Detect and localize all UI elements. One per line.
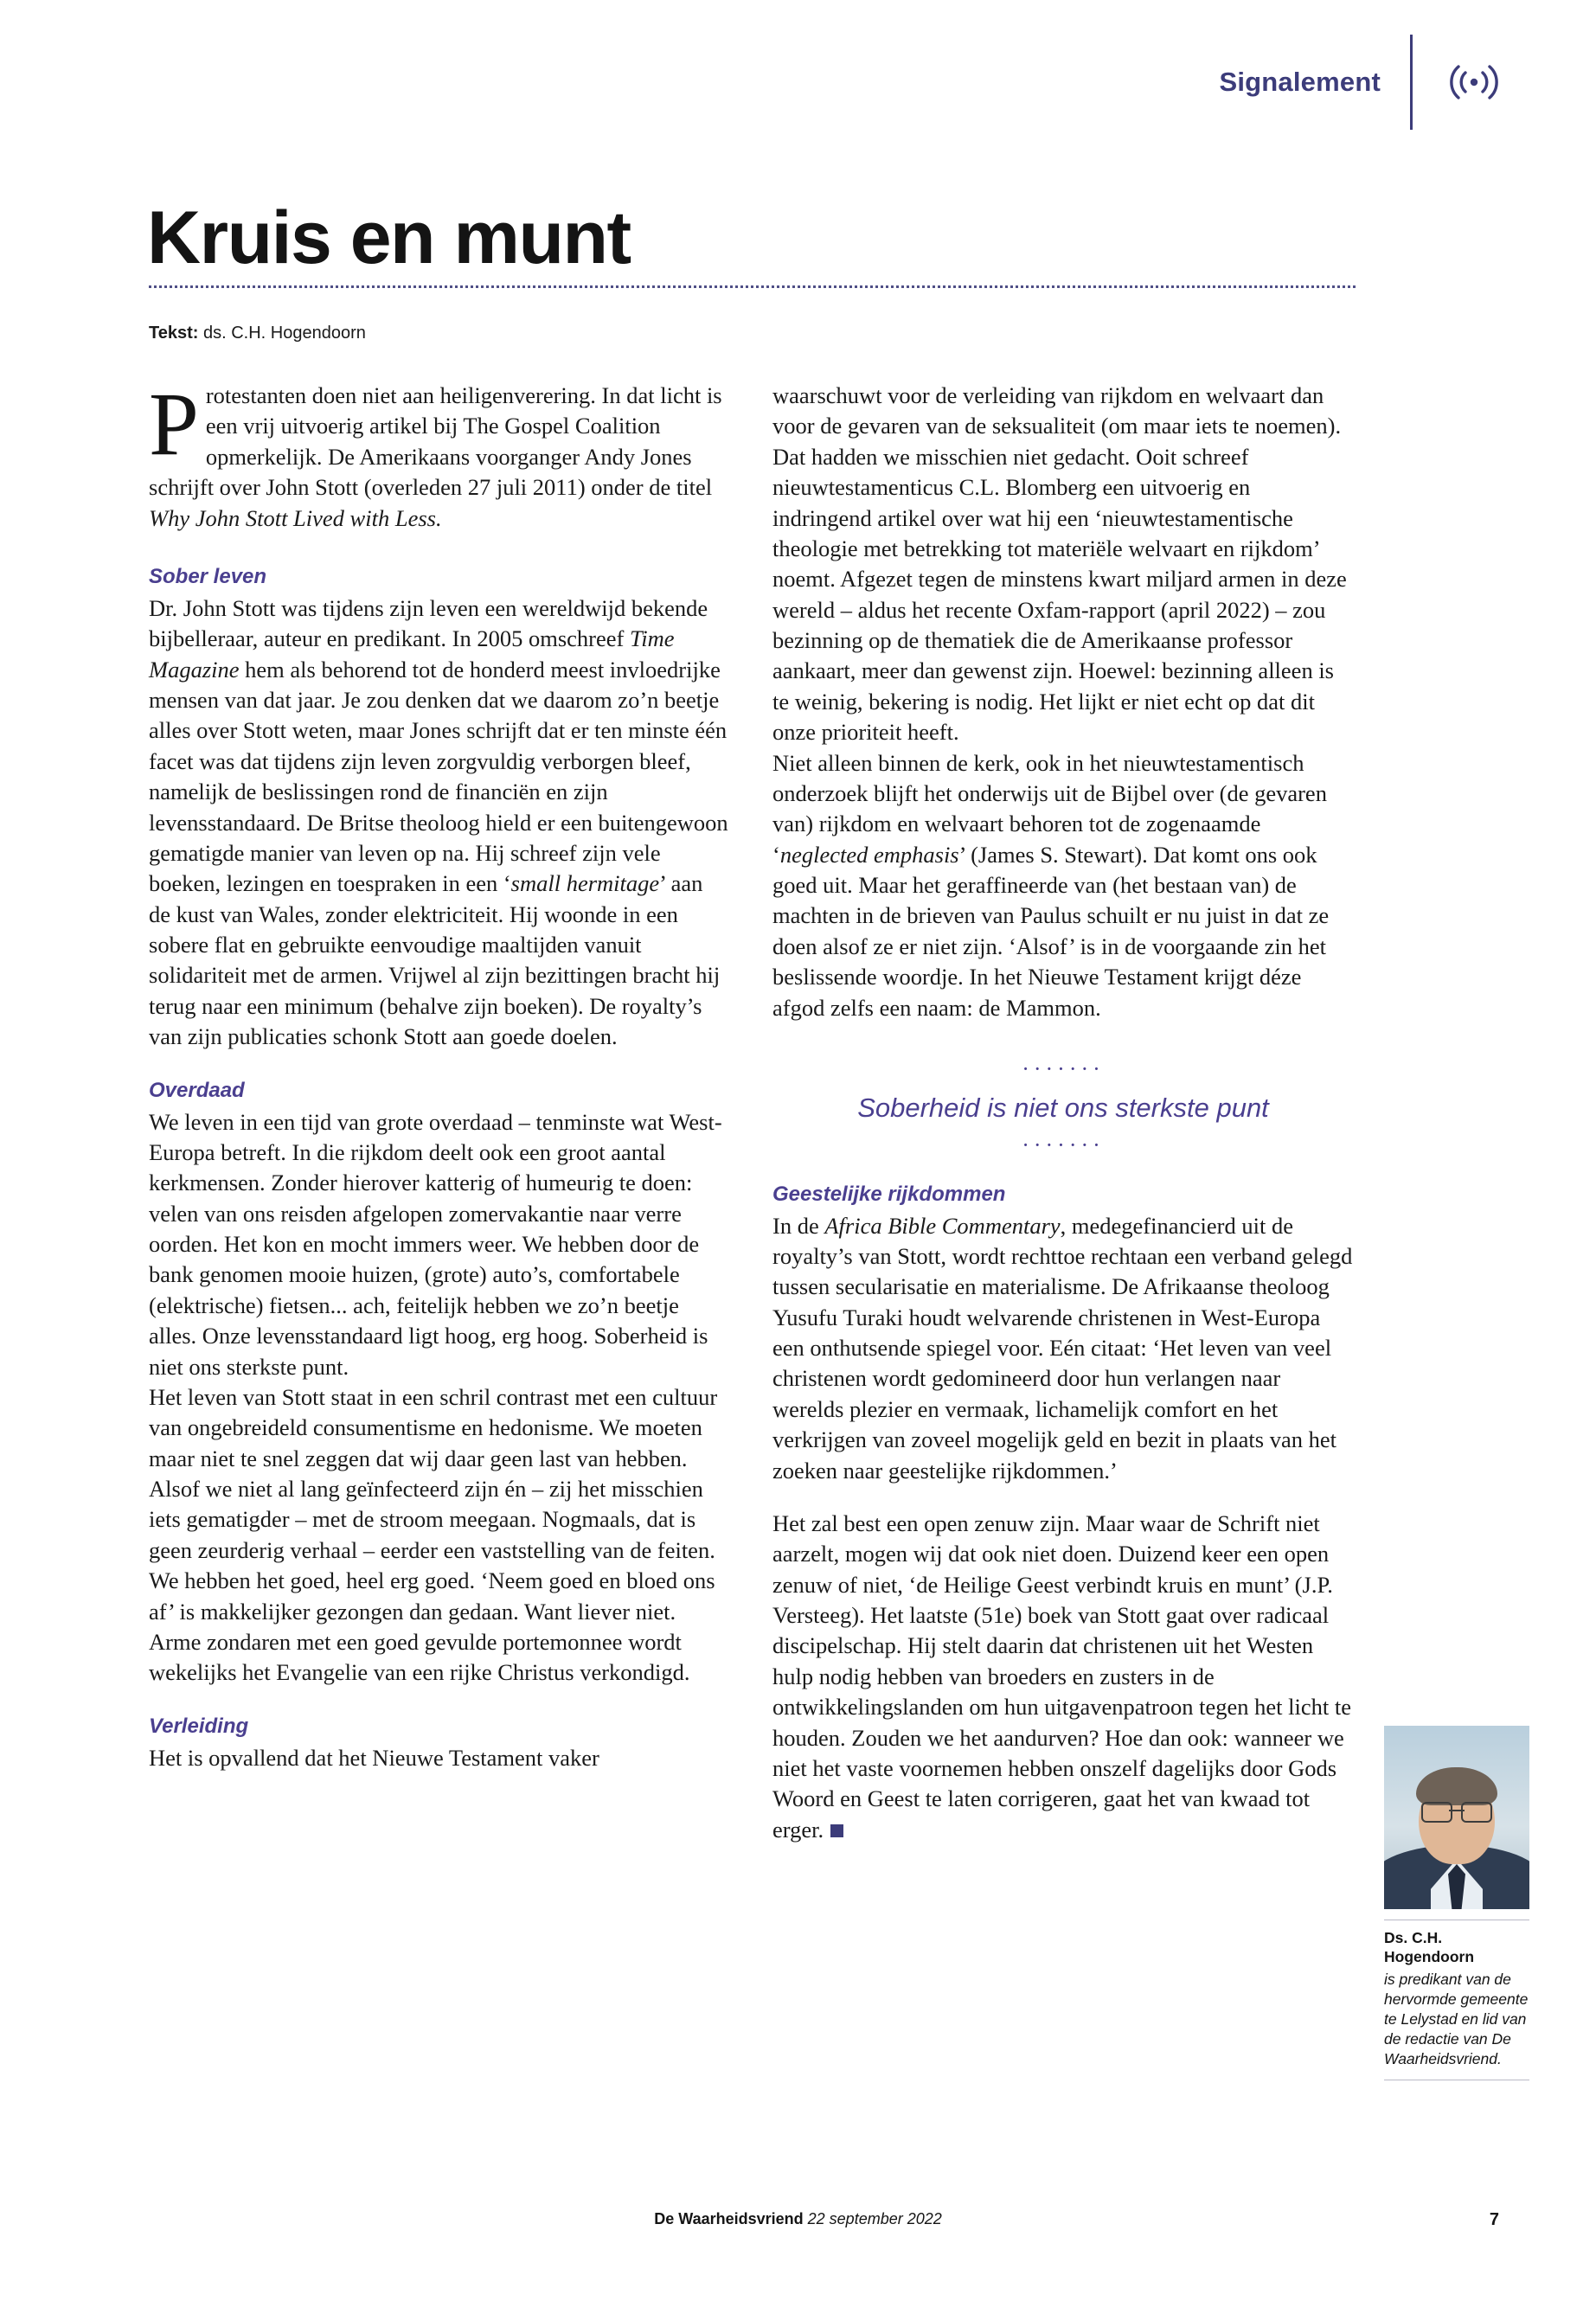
p3-italic-commentary: Africa Bible Commentary [824, 1212, 1061, 1239]
header-divider [1410, 35, 1413, 130]
paragraph-overdaad-1: We leven in een tijd van grote overdaad – tenminste wat West-Europa betreft. In die rijkdom deelt ook een groot aantal kerkmensen. Zonder hierover katterig of humeurig te doen: velen van ons reisden afgelopen zomervakantie naar verre oorden. Het kon en mocht immers weer. We hebben door de bank genomen mooie huizen, (grote) auto’s, comfortabele (elektrische) fietsen... ach, feitelijk hebben we zo’n beetje alles. Onze levensstandaard ligt hoog, erg hoog. Soberheid is niet ons sterkste punt. [149, 1108, 722, 1380]
p4-text: Het zal best een open zenuw zijn. Maar waar de Schrift niet aarzelt, mogen wij dat ook niet doen. Duizend keer een open zenuw of niet, ‘de Heilige Geest verbindt kruis en munt’ (J.P. Versteeg). Het laatste (51e) boek van Stott gaat over radicaal discipelschap. Hij stelt daarin dat christenen uit het Westen hulp nodig hebben van broeders en zusters in de ontwikkelingslanden om hun uitgavenpatroon tegen het licht te houden. Zouden we het aandurven? Hoe dan ook: wanneer we niet het vaste voornemen hebben onszelf dagelijks door Gods Woord en Geest te laten corrigeren, gaat het van kwaad tot erger. [772, 1509, 1351, 1843]
p1-part-c: ’ aan de kust van Wales, zonder elektriciteit. Hij woonde in een sobere flat en gebruikte eenvoudige maaltijden vanuit solidariteit met de armen. Vrijwel al zijn bezittingen bracht hij terug naar een minimum (behalve zijn boeken). De royalty’s van zijn publicaties schonk Stott aan goede doelen. [149, 870, 721, 1050]
heading-geestelijke-rijkdommen: Geestelijke rijkdommen [772, 1182, 1006, 1206]
page-header [1219, 35, 1501, 130]
p2-part-a: Niet alleen binnen de kerk, ook in het nieuwtestamentisch onderzoek blijft het onderwijs uit de Bijbel over (de gevaren van) rijkdom en welvaart behoren tot de zogenaamde ‘ [772, 749, 1327, 868]
footer-date: 22 september 2022 [807, 2210, 942, 2227]
p3-part-b: , medegefinancierd uit de royalty’s van Stott, wordt rechttoe rechtaan een verband gelegd tussen secularisatie en materialisme. De Afrikaanse theoloog Yusufu Turaki houdt welvarende christenen in West-Europa een onthutsende spiegel voor. Eén citaat: ‘Het leven van veel christenen wordt gedomineerd door hun verlangen naar werelds plezier en vermaak, lichamelijk comfort en het verkrijgen van zoveel mogelijk geld en bezit in plaats van het zoeken naar geestelijke rijkdommen.’ [772, 1212, 1353, 1484]
page-footer [0, 2210, 1596, 2245]
end-mark [830, 1824, 843, 1837]
page-number: 7 [1489, 2210, 1499, 2229]
paragraph-verleiding: Het is opvallend dat het Nieuwe Testament vaker [149, 1744, 599, 1771]
heading-verleiding: Verleiding [149, 1714, 249, 1738]
footer-publication: De Waarheidsvriend [654, 2210, 804, 2227]
pullquote-dots-top: ······· [1022, 1055, 1105, 1081]
p2-italic-neglected: neglected emphasis [779, 841, 959, 868]
paragraph-sober-leven [149, 593, 730, 1053]
broadcast-icon [1447, 61, 1501, 103]
heading-overdaad: Overdaad [149, 1078, 245, 1102]
byline-author: ds. C.H. Hogendoorn [202, 324, 366, 343]
p1-part-a: Dr. John Stott was tijdens zijn leven een wereldwijd bekende bijbelleraar, auteur en predikant. In 2005 omschreef [149, 594, 708, 652]
paragraph-overdaad-2: Het leven van Stott staat in een schril contrast met een cultuur van ongebreideld consumentisme en hedonisme. We moeten maar niet te snel zeggen dat wij daar geen last van hebben. Alsof we niet al lang geïnfecteerd zijn én – zij het misschien iets gematigder – met de stroom meegaan. Nogmaals, dat is geen zeurderig verhaal – eerder een vaststelling van de feiten. We hebben het goed, heel erg goed. ‘Neem goed en bloed ons af’ is makkelijker gezongen dan gedaan. Want liever niet. Arme zondaren met een goed gevulde portemonnee wordt wekelijks het Evangelie van een rijke Christus verkondigd. [149, 1383, 718, 1686]
intro-text: Protestanten doen niet aan heiligenverering. In dat licht is een vrij uitvoerig artikel bij The Gospel Coalition opmerkelijk. De Amerikaans voorganger Andy Jones schrijft over John Stott (overleden 27 juli 2011) onder de titel [149, 375, 722, 501]
paragraph-right-1: waarschuwt voor de verleiding van rijkdom en welvaart dan voor de gevaren van de seksualiteit (om maar iets te noemen). Dat hadden we misschien niet gedacht. Ooit schreef nieuwtestamenticus C.L. Blomberg een uitvoerig en indringend artikel over wat hij een ‘nieuwtestamentische theologie met betrekking tot materiële welvaart en rijkdom’ noemt. Afgezet tegen de minstens kwart miljard armen in deze wereld – aldus het recente Oxfam-rapport (april 2022) – zou bezinning op de thematiek die de Amerikaanse professor aankaart, meer dan gewenst zijn. Hoewel: bezinning alleen is te weinig, bekering is nodig. Het lijkt er niet echt op dat dit onze prioriteit heeft. [772, 382, 1347, 746]
right-column [772, 381, 1354, 1845]
p3-part-a: In de [772, 1212, 825, 1239]
page-title: Kruis en munt [147, 195, 631, 279]
left-column [149, 375, 730, 1773]
pullquote-text: Soberheid is niet ons sterkste punt [857, 1092, 1269, 1123]
paragraph-right-4 [772, 1509, 1354, 1845]
paragraph-right-2 [772, 748, 1354, 1023]
pullquote-dots-bottom: ······· [1022, 1131, 1105, 1157]
footer-publication-info [654, 2210, 942, 2228]
p2-part-b: ’ (James S. Stewart). Dat komt ons ook goed uit. Maar het geraffineerde van (het bestaan van) de machten in de brieven van Paulus schuilt er nu juist in dat ze doen alsof ze er niet zijn. ‘Alsof’ is in de voorgaande zin het beslissende woordje. In het Nieuwe Testament krijgt déze afgod zelfs een naam: de Mammon. [772, 841, 1330, 1021]
intro-paragraph [149, 375, 730, 534]
byline [149, 324, 366, 343]
p1-italic-time: Time Magazine [149, 625, 675, 683]
paragraph-right-3 [772, 1211, 1354, 1486]
byline-label: Tekst: [149, 324, 199, 343]
author-name: Ds. C.H. Hogendoorn [1384, 1929, 1475, 1965]
author-bio: is predikant van de hervormde gemeente te Lelystad en lid van de redactie van De Waarheidsvriend. [1384, 1970, 1529, 2068]
section-label: Signalement [1219, 67, 1381, 97]
heading-sober-leven: Sober leven [149, 564, 267, 588]
p1-italic-hermitage: small hermitage [510, 870, 660, 897]
author-box [1384, 1726, 1529, 2080]
intro-title-italic: Why John Stott Lived with Less. [149, 504, 442, 531]
title-divider [149, 285, 1356, 288]
glasses-icon [1421, 1802, 1492, 1819]
p1-part-b: hem als behorend tot de honderd meest invloedrijke mensen van dat jaar. Je zou denken dat we daarom zo’n beetje alles over Stott weten, maar Jones schrijft dat er ten minste één facet was dat tijdens zijn leven zorgvuldig verborgen bleef, namelijk de beslissingen rond de financiën en zijn levensstandaard. De Britse theoloog hield er een buitengewoon gematigde manier van leven op na. Hij schreef zijn vele boeken, lezingen en toespraken in een ‘ [149, 656, 728, 897]
pullquote-block [772, 1055, 1354, 1157]
author-photo [1384, 1726, 1529, 1909]
